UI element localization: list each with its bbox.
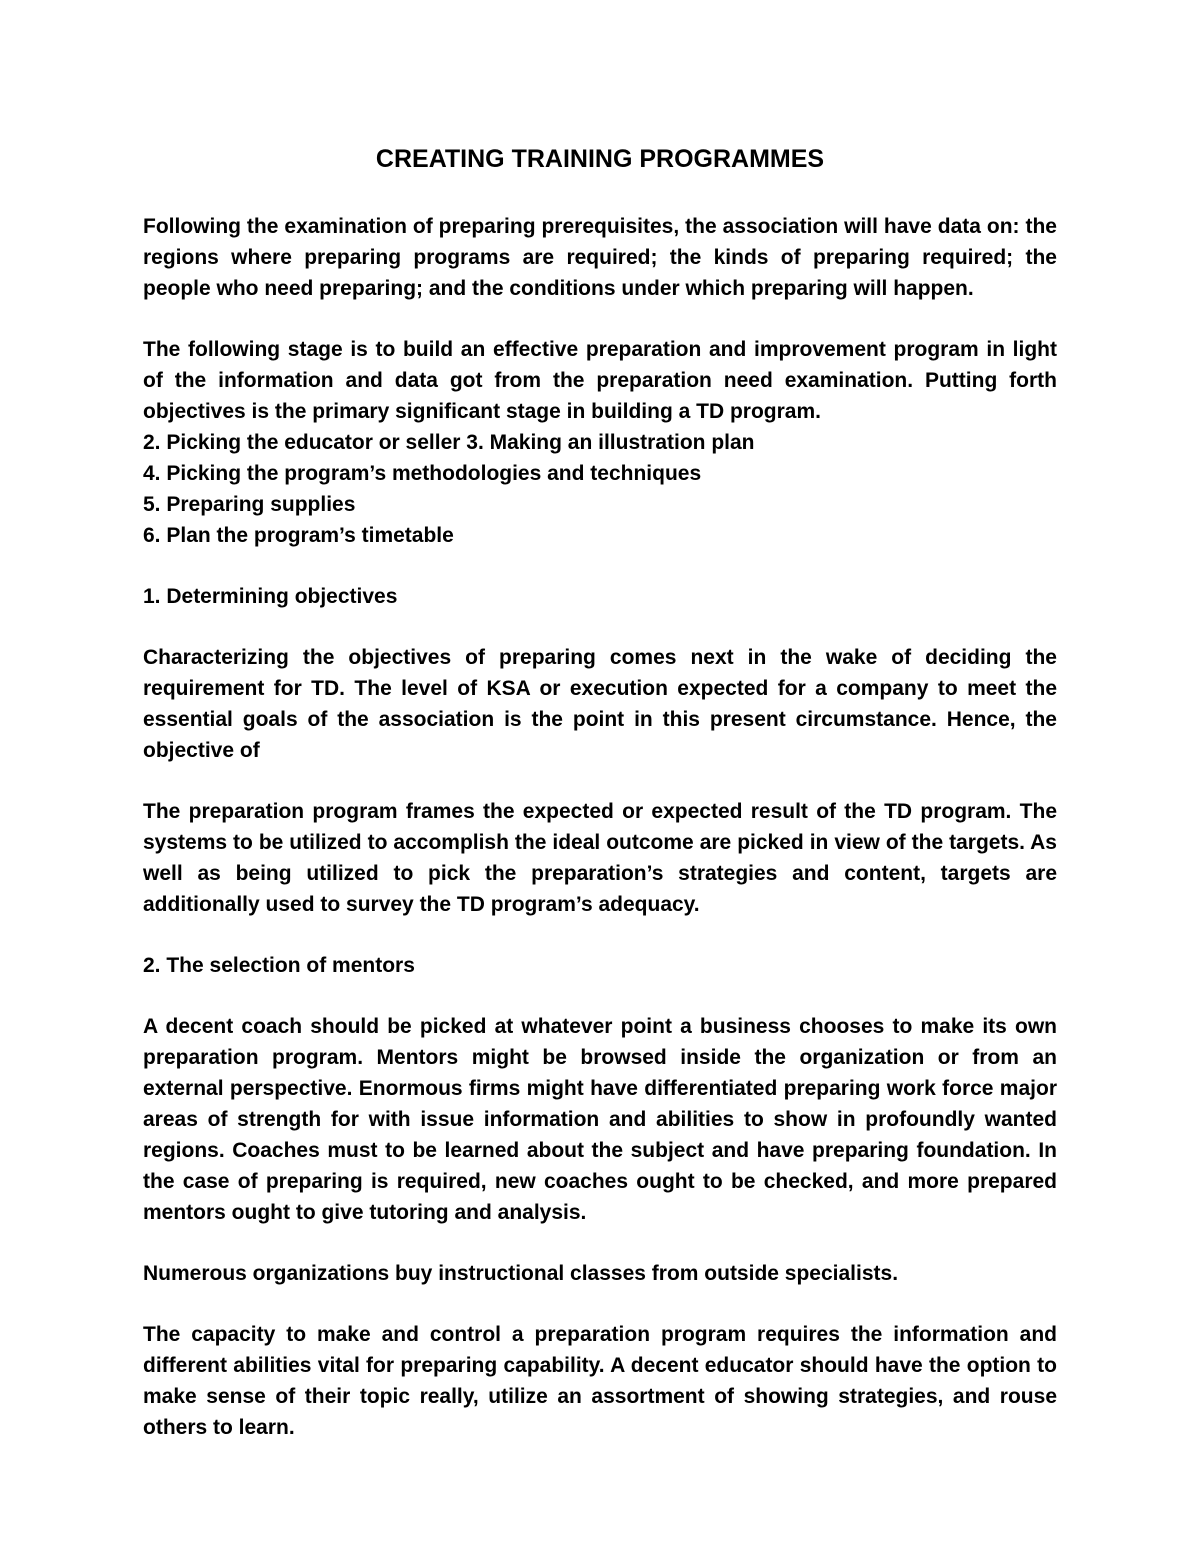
paragraph: The capacity to make and control a preparation program requires the information and different abilities vital for preparing capability. A decent educator should have the option to make sense of their topic really, utilize an assortment of showing strategies, and rouse others to learn.	[143, 1323, 1057, 1439]
list-line: 6. Plan the program’s timetable	[143, 524, 454, 547]
paragraph: Characterizing the objectives of preparing comes next in the wake of deciding the requirement for TD. The level of KSA or execution expected for a company to meet the essential goals of the association is the point in this present circumstance. Hence, the objective of	[143, 646, 1057, 762]
section-heading: 2. The selection of mentors	[143, 954, 415, 977]
document-title: CREATING TRAINING PROGRAMMES	[375, 145, 825, 173]
list-line: 4. Picking the program’s methodologies and techniques	[143, 462, 702, 485]
paragraph: The preparation program frames the expected or expected result of the TD program. The systems to be utilized to accomplish the ideal outcome are picked in view of the targets. As well as being utilized to pick the preparation’s strategies and content, targets are additionally used to survey the TD program’s adequacy.	[143, 800, 1057, 916]
section-heading: 1. Determining objectives	[143, 585, 398, 608]
list-line: 5. Preparing supplies	[143, 493, 356, 516]
paragraph: A decent coach should be picked at whatever point a business chooses to make its own preparation program. Mentors might be browsed inside the organization or from an external perspective. Enormous firms might have differentiated preparing work force major areas of strength for with issue information and abilities to show in profoundly wanted regions. Coaches must to be learned about the subject and have preparing foundation. In the case of preparing is required, new coaches ought to be checked, and more prepared mentors ought to give tutoring and analysis.	[143, 1015, 1057, 1224]
list-line: 2. Picking the educator or seller 3. Making an illustration plan	[143, 431, 755, 454]
section-heading: Numerous organizations buy instructional classes from outside specialists.	[143, 1262, 899, 1285]
paragraph: The following stage is to build an effective preparation and improvement program in light of the information and data got from the preparation need examination. Putting forth objectives is the primary significant stage in building a TD program.	[143, 338, 1057, 423]
paragraph: Following the examination of preparing prerequisites, the association will have data on: the regions where preparing programs are required; the kinds of preparing required; the people who need preparing; and the conditions under which preparing will happen.	[143, 215, 1057, 300]
